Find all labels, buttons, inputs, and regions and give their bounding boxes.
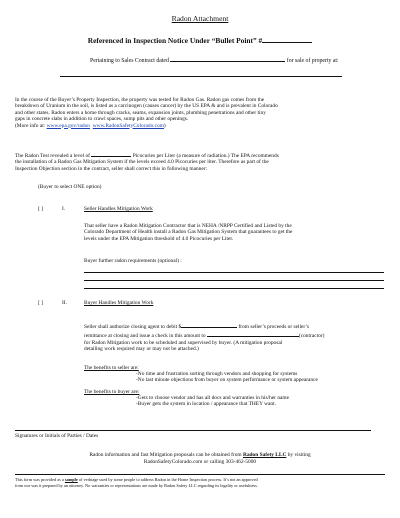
remittance-suffix: (contractor) — [298, 333, 325, 340]
buyer-benefits-title: The benefits to buyer are: — [84, 389, 140, 395]
sales-contract-prefix: Pertaining to Sales Contract dated — [90, 58, 169, 64]
contract-date-blank[interactable] — [170, 55, 285, 62]
seller-benefit: -No time and frustration sorting through vendors and shopping for systems — [136, 371, 298, 377]
footer-text-b: of verbiage used by some people to address Radon in the Home Inspection process. It’s not an approved — [78, 477, 258, 482]
footer-text-a: This form was provided as a — [15, 477, 64, 482]
option2-heading: Buyer Handles Mitigation Work — [84, 300, 154, 306]
option1-line: levels under the EPA Mitigation threshold of 4.0 Picocuries per Liter. — [84, 235, 234, 242]
document-subtitle — [0, 36, 400, 45]
intro-line: gaps in concrete slabs in addition to crawl spaces, sump pits and other openings. — [15, 116, 189, 123]
sales-contract-line — [90, 55, 339, 64]
property-address-line[interactable] — [60, 76, 342, 77]
remittance-line — [84, 330, 324, 339]
option1-checkbox[interactable]: [ ] — [38, 206, 43, 212]
further-requirements-line[interactable] — [84, 272, 384, 273]
debit-prefix: Seller shall authorize closing agent to debit $ — [84, 324, 182, 330]
contractor-blank[interactable] — [207, 330, 299, 337]
option1-further-label: Buyer further radon requirements (optional) : — [84, 258, 182, 264]
debit-suffix: from seller’s proceeds or seller’s — [238, 324, 309, 330]
footer-line: form nor was it prepared by an attorney. No warranties or representations are made by Radon Safety LLC regarding its legality or usefulness. — [15, 482, 258, 488]
option2-line: for Radon Mitigation work to be scheduled and supervised by buyer. (A mitigation proposal — [84, 339, 283, 346]
footer-disclaimer — [15, 477, 258, 488]
option2-numeral: II. — [62, 300, 67, 306]
debit-amount-blank[interactable] — [181, 321, 237, 328]
more-info-suffix: ) — [163, 122, 166, 129]
contact-suffix: by visiting — [287, 452, 311, 458]
option1-line: Colorado Department of Health install a Radon Gas Mitigation System that guarantees to get the — [84, 229, 293, 236]
seller-benefit: -No last minute objections from buyer on system performance or system appearance — [136, 377, 318, 384]
select-note: (Buyer to select ONE option) — [38, 184, 102, 190]
contact-prefix: Radon information and fast Mitigation proposals can be obtained from — [89, 452, 242, 458]
company-name: Radon Safety LLC — [242, 452, 287, 458]
intro-line: and other states. Radon enters a home through cracks, seams, expansion joints, plumbing penetrations and other tiny — [15, 109, 266, 116]
option2-line: detailing work required may or may not be attached.) — [84, 346, 199, 353]
option2-body — [84, 321, 324, 353]
document-title: Radon Attachment — [171, 14, 229, 23]
remittance-prefix: remittance at closing and issue a check in this amount to — [84, 333, 206, 340]
footer-divider — [15, 474, 385, 475]
subtitle-text: Referenced in Inspection Notice Under “Bullet Point” # — [87, 36, 263, 45]
option2-checkbox[interactable]: [ ] — [38, 300, 43, 306]
result-prefix: The Radon Test revealed a level of — [15, 153, 90, 159]
intro-line: In the course of the Buyer’s Property Inspection, the property was tested for Radon Gas. Radon gas comes from the — [15, 97, 265, 103]
option1-line: That seller have a Radon Mitigation Contractor that is NEHA /NRPP Certified and Listed by the — [84, 223, 292, 229]
debit-line — [84, 321, 324, 330]
result-line — [15, 150, 279, 159]
option1-numeral: I. — [62, 206, 66, 212]
signatures-label: Signatures or Initials of Parties / Dates — [15, 433, 99, 439]
buyer-benefit: -Buyer gets the system in location / appearance that THEY want. — [136, 401, 276, 408]
radon-level-blank[interactable] — [91, 150, 131, 157]
further-requirements-line[interactable] — [84, 280, 384, 281]
buyer-benefit: -Gets to choose vendor and has all docs and warranties in his/her name — [136, 395, 289, 401]
buyer-benefits-list — [136, 395, 289, 408]
intro-paragraph — [15, 97, 278, 129]
result-line: Inspection Objection section in the contract, seller shall correct this in following manner: — [15, 165, 208, 172]
footer-sample-word: sample — [64, 477, 78, 482]
contact-line-2: RadonSafetyColorado.com or calling 303-462-5000 — [143, 459, 257, 465]
signature-line[interactable] — [15, 430, 371, 431]
result-line: the installation of a Radon Gas Mitigation System if the levels exceed 4.0 Picocuries per liter. Therefore as part of the — [15, 159, 269, 166]
sales-contract-suffix: for sale of property at: — [286, 58, 339, 64]
more-info-line — [15, 123, 278, 129]
footer-line — [15, 477, 258, 483]
bullet-point-blank[interactable] — [262, 36, 312, 43]
seller-benefits-title: The benefits to seller are: — [84, 365, 139, 371]
result-paragraph — [15, 150, 279, 172]
more-info-prefix: (More info at: — [15, 122, 46, 129]
option1-body — [84, 223, 292, 242]
epa-link[interactable]: www.epa.gov/radon — [46, 122, 90, 129]
contact-line-1 — [0, 452, 400, 458]
intro-line: breakdown of Uranium in the soil, is listed as a carcinogen (causes cancer) by the US EPA & and is prevalent in Colorado — [15, 103, 278, 110]
seller-benefits-list — [136, 371, 318, 384]
result-suffix: Picocuries per Liter (a measure of radiation.) The EPA recommends — [132, 153, 279, 159]
radon-safety-link[interactable]: www.RadonSafetyColorado.com — [92, 122, 164, 129]
further-requirements-line[interactable] — [84, 288, 384, 289]
option1-heading: Seller Handles Mitigation Work — [84, 206, 153, 212]
